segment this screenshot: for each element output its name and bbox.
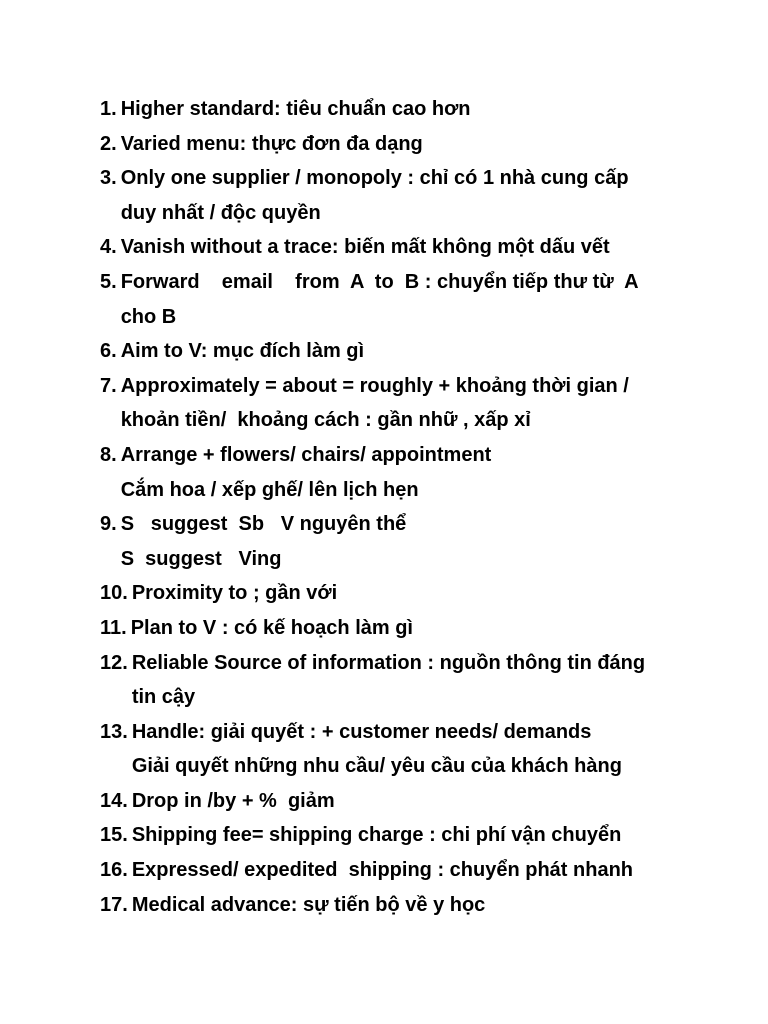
item-text-line: Medical advance: sự tiến bộ về y học — [131, 893, 486, 916]
item-number: 6. — [100, 340, 117, 363]
item-text — [121, 265, 700, 334]
item-text-line: S suggest Ving — [120, 547, 282, 570]
item-text — [132, 784, 700, 819]
list-item — [100, 818, 700, 853]
item-text-line: Shipping fee= shipping charge : chi phí vận chuyển — [131, 824, 622, 847]
item-number: 11. — [100, 616, 127, 639]
item-number: 1. — [100, 98, 117, 120]
item-text-line: Proximity to ; gần với — [131, 582, 338, 605]
list-item — [100, 853, 700, 888]
item-text-line: Cắm hoa / xếp ghế/ lên lịch hẹn — [120, 478, 419, 501]
item-text-line: S suggest Sb V nguyên thể — [120, 513, 407, 536]
list-item — [100, 507, 700, 576]
list-item — [100, 369, 700, 438]
list-item — [100, 127, 700, 162]
item-text — [132, 715, 700, 784]
item-number: 7. — [100, 374, 117, 397]
item-text — [132, 853, 700, 888]
item-number: 13. — [100, 720, 128, 743]
item-text-line: khoản tiền/ khoảng cách : gần nhữ , xấp xỉ — [120, 409, 531, 432]
item-text-line: Varied menu: thực đơn đa dạng — [120, 132, 423, 155]
item-text — [132, 576, 700, 611]
item-text — [121, 507, 700, 576]
list-item — [100, 92, 700, 127]
list-item — [100, 784, 700, 819]
item-number: 8. — [100, 443, 117, 466]
list-item — [100, 438, 700, 507]
list-item — [100, 265, 700, 334]
item-text-line: Forward email from A to B : chuyển tiếp thư từ A — [120, 270, 639, 293]
list-item — [100, 646, 700, 715]
item-number: 12. — [100, 651, 128, 674]
item-text — [121, 127, 700, 162]
item-text-line: Arrange + flowers/ chairs/ appointment — [120, 443, 492, 466]
item-number: 14. — [100, 789, 128, 812]
list-item — [100, 576, 700, 611]
item-text-line: Drop in /by + % giảm — [131, 789, 335, 812]
item-text — [121, 369, 700, 438]
item-text-line: Plan to V : có kế hoạch làm gì — [130, 616, 413, 639]
item-text — [132, 818, 700, 853]
item-number: 10. — [100, 582, 128, 605]
list-item — [100, 230, 700, 265]
item-text-line: tin cậy — [131, 686, 196, 709]
item-text — [121, 92, 700, 127]
item-number: 2. — [100, 132, 117, 155]
item-number: 16. — [100, 859, 128, 882]
item-text — [121, 230, 700, 265]
item-text-line: Handle: giải quyết : + customer needs/ demands — [131, 720, 592, 743]
list-item — [100, 611, 700, 646]
list-item — [100, 715, 700, 784]
item-text-line: Expressed/ expedited shipping : chuyển phát nhanh — [131, 859, 634, 882]
item-number: 17. — [100, 893, 128, 916]
item-text-line: Vanish without a trace: biến mất không một dấu vết — [120, 236, 610, 259]
item-number: 5. — [100, 270, 117, 293]
item-text-line: Reliable Source of information : nguồn thông tin đáng — [131, 651, 646, 674]
item-text — [132, 888, 700, 923]
item-number: 4. — [100, 236, 117, 259]
item-number: 9. — [100, 513, 117, 536]
item-number: 15. — [100, 824, 128, 847]
item-text — [121, 438, 700, 507]
item-text-line: Giải quyết những nhu cầu/ yêu cầu của khách hàng — [131, 755, 622, 778]
item-text-line: cho B — [120, 305, 177, 328]
item-text-line: Higher standard: tiêu chuẩn cao hơn — [120, 98, 471, 120]
item-text — [132, 646, 700, 715]
item-text — [121, 161, 700, 230]
list-item — [100, 161, 700, 230]
item-text — [131, 611, 700, 646]
list-item — [100, 334, 700, 369]
item-number: 3. — [100, 167, 117, 190]
vocabulary-list — [100, 92, 700, 922]
item-text-line: Only one supplier / monopoly : chỉ có 1 nhà cung cấp — [120, 167, 629, 190]
item-text-line: duy nhất / độc quyền — [120, 201, 321, 224]
list-item — [100, 888, 700, 923]
item-text-line: Approximately = about = roughly + khoảng thời gian / — [120, 374, 629, 397]
item-text — [121, 334, 700, 369]
item-text-line: Aim to V: mục đích làm gì — [120, 340, 365, 363]
